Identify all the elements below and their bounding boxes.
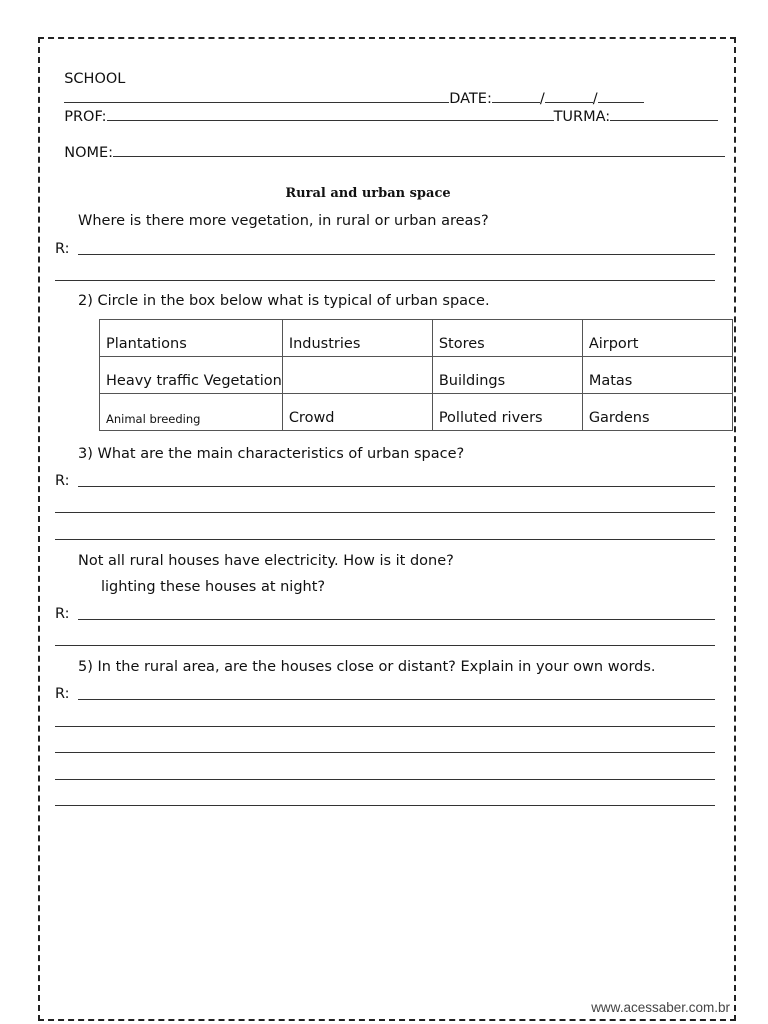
answer-label: R: [55,241,70,257]
answer-line[interactable] [55,539,715,540]
table-row [100,394,733,431]
table-cell[interactable]: Polluted rivers [432,394,582,431]
table-cell[interactable]: Crowd [282,394,432,431]
footer-website: www.acessaber.com.br [591,1000,730,1015]
nome-field[interactable] [55,124,725,162]
prof-label: PROF: [64,109,107,125]
table-cell[interactable]: Animal breeding [100,394,283,431]
table-cell[interactable]: Industries [282,320,432,357]
answer-line[interactable] [78,619,715,620]
nome-blank[interactable] [113,142,725,157]
turma-blank[interactable] [610,106,718,121]
date-separator: / [592,91,598,107]
answer-line[interactable] [78,486,715,487]
question-3: 3) What are the main characteristics of urban space? [78,446,465,462]
table-row [100,320,733,357]
table-cell-text: Heavy traffic Vegetation [106,373,282,389]
date-label: DATE: [449,91,492,107]
answer-line[interactable] [78,699,715,700]
table-cell[interactable]: Buildings [432,357,582,394]
table-cell[interactable] [282,357,432,394]
date-separator: / [539,91,545,107]
urban-options-table [99,319,733,431]
answer-label: R: [55,686,70,702]
question-5: 5) In the rural area, are the houses close or distant? Explain in your own words. [78,659,656,675]
prof-blank[interactable] [107,106,554,121]
answer-line[interactable] [78,254,715,255]
table-cell[interactable] [100,357,283,394]
answer-line[interactable] [55,726,715,727]
school-label: SCHOOL [64,71,126,87]
table-row [100,357,733,394]
question-4-line-2: lighting these houses at night? [101,579,326,595]
question-2: 2) Circle in the box below what is typical of urban space. [78,293,490,309]
answer-line[interactable] [55,805,715,806]
table-cell[interactable]: Airport [582,320,732,357]
table-cell[interactable]: Matas [582,357,732,394]
table-cell[interactable]: Gardens [582,394,732,431]
answer-label: R: [55,606,70,622]
page-border [38,37,736,1021]
answer-line[interactable] [55,280,715,281]
answer-line[interactable] [55,512,715,513]
question-1: Where is there more vegetation, in rural or urban areas? [78,213,489,229]
question-4-line-1: Not all rural houses have electricity. How is it done? [78,553,454,569]
answer-line[interactable] [55,752,715,753]
table-cell[interactable]: Stores [432,320,582,357]
answer-label: R: [55,473,70,489]
prof-field[interactable] [55,88,718,126]
nome-label: NOME: [64,145,114,161]
worksheet-title: Rural and urban space [285,186,451,201]
answer-line[interactable] [55,779,715,780]
turma-label: TURMA: [553,109,611,125]
table-cell[interactable]: Plantations [100,320,283,357]
answer-line[interactable] [55,645,715,646]
